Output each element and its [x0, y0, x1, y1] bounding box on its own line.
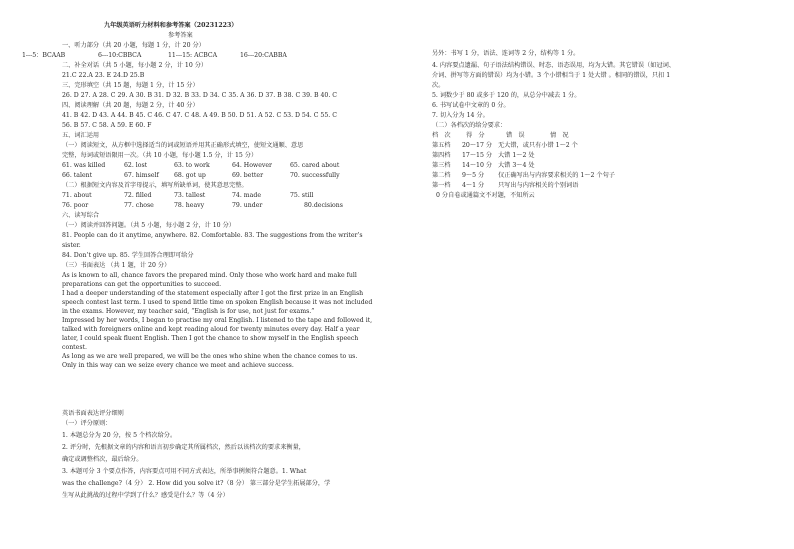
vocab-answer: 67. himself	[124, 172, 159, 179]
essay-line: preparations can get the opportunities to succeed.	[62, 281, 222, 288]
section-1-answers	[22, 52, 362, 60]
table-cell: 4～1 分	[462, 182, 485, 189]
rubric-line: 6. 书写试卷中文章的 0 分。	[432, 102, 510, 109]
table-cell: 无大错，或只有小错 1～2 个	[498, 142, 578, 149]
table-header: 错 误	[506, 132, 525, 139]
vocab-answer: 72. filled	[124, 192, 152, 199]
essay-line: contest.	[62, 344, 87, 351]
table-cell: 第三档	[432, 162, 451, 169]
section-5-instruction: （一）阅读短文，从方框中选择适当的词或短语并用其正确形式填空，使短文通顺、意思	[62, 142, 304, 149]
table-header: 得 分	[466, 132, 485, 139]
rubric-line: 2. 评分时，先根据文章的内容和语言初步确定其所属档次，然后以该档次的要求来衡量，	[62, 444, 305, 451]
answer-group: 6---10:CBBCA	[98, 52, 142, 59]
section-3-heading: 三、完形填空（共 15 题，每题 1 分，计 15 分）	[62, 82, 199, 89]
vocab-answer: 71. about	[62, 192, 92, 199]
essay-line: in the exams. However, my teacher said, “English is for use, not just for exams.”	[62, 308, 315, 315]
table-cell: 大错 1～2 处	[498, 152, 535, 159]
table-cell: 仅正确写出与内容要求相关的 1～2 个句子	[498, 172, 615, 179]
essay-line: As is known to all, chance favors the prepared mind. Only those who work hard and make full	[62, 272, 357, 279]
table-cell: 第二档	[432, 172, 451, 179]
section-1-heading: 一、听力部分（共 20 小题，每题 1 分，计 20 分）	[62, 42, 205, 49]
vocab-answer: 61. was killed	[62, 162, 106, 169]
vocab-answer: 76. poor	[62, 202, 89, 209]
section-2-answers: 21.C 22.A 23. E 24.D 25.B	[62, 72, 145, 79]
table-cell: 17～15 分	[462, 152, 493, 159]
essay-line: Impressed by her words, I began to practise my oral English. I listened to the tape and followed it,	[62, 317, 373, 324]
rubric-principle-heading: （一）评分原则：	[62, 420, 112, 427]
table-note: 0 分自卷或通篇文不对题，不知所云	[436, 192, 535, 199]
vocab-answer: 65. cared about	[290, 162, 340, 169]
essay-line: I had a deeper understanding of the statement especially after I got the first prize in an English	[62, 290, 364, 297]
section-6-answers: 81. People can do it anytime, anywhere. 82. Comfortable. 83. The suggestions from the writer’s	[62, 232, 363, 239]
rubric-line: 介词、拼写等方面的错误）均为小错。3 个小错相当于 1 处大错 。相同的错误，只扣 1	[432, 72, 671, 79]
rubric-title: 英语书面表达评分细则	[62, 410, 124, 417]
rubric-line: 生写从此挑战的过程中学到了什么？感受是什么？等（4 分）	[62, 492, 229, 499]
answer-group: 1---5：BCAAB	[22, 52, 66, 59]
vocab-answer: 69. better	[232, 172, 264, 179]
rubric-line: 5. 词数少于 80 或多于 120 的，从总分中减去 1 分。	[432, 92, 581, 99]
vocab-answer: 70. successfully	[290, 172, 340, 179]
vocab-answer: 73. tallest	[174, 192, 206, 199]
rubric-line: 7. 切入分为 14 分。	[432, 112, 489, 119]
essay-line: talked with foreigners online and kept reading aloud for twenty minutes every day. Half a year	[62, 326, 360, 333]
table-cell: 第五档	[432, 142, 451, 149]
grade-table	[432, 132, 732, 202]
table-cell: 第一档	[432, 182, 451, 189]
table-cell: 大错 3～4 处	[498, 162, 535, 169]
vocab-answer: 64. However	[232, 162, 273, 169]
section-5-part2: （二）根据短文内容及首字母提示，填写所缺单词，使其意思完整。	[62, 182, 248, 189]
section-2-heading: 二、补全对话（共 5 小题，每小题 2 分，计 10 分）	[62, 62, 208, 69]
vocab-answer: 80.decisions	[304, 202, 343, 209]
vocab-row	[62, 202, 362, 210]
table-cell: 9～5 分	[462, 172, 485, 179]
section-4-heading: 四、阅读理解（共 20 题，每题 2 分，计 40 分）	[62, 102, 199, 109]
section-6-heading: 六、读写综合	[62, 212, 100, 219]
vocab-answer: 66. talent	[62, 172, 93, 179]
rubric-line: 1. 本题总分为 20 分，按 5 个档次给分。	[62, 432, 177, 439]
rubric-line: was the challenge?（4 分） 2. How did you solve it?（8 分） 第三部分是学生拓展部分，学	[62, 480, 331, 487]
table-cell: 20～17 分	[462, 142, 493, 149]
section-6-part1: （一）阅读并回答问题。（共 5 小题，每小题 2 分，计 10 分）	[62, 222, 235, 229]
vocab-answer: 75. still	[290, 192, 314, 199]
section-3-answers: 26. D 27. A 28. C 29. A 30. B 31. D 32. B 33. D 34. C 35. A 36. D 37. B 38. C 39. B 40. C	[62, 92, 338, 99]
rubric-line: 次。	[432, 82, 445, 89]
section-4-answers: 56. B 57. C 58. A 59. E 60. F	[62, 122, 152, 129]
vocab-answer: 74. made	[232, 192, 261, 199]
vocab-answer: 77. chose	[124, 202, 154, 209]
section-6-answers: 84. Don’t give up. 85. 学生回答合理即可给分	[62, 252, 194, 259]
rubric-line: 3. 本题可分 3 个要点作答，内容要点可用不同方式表达，所举事例须符合题意。1. What	[62, 468, 307, 475]
vocab-answer: 62. lost	[124, 162, 148, 169]
rubric-line: 4. 内容要点遗漏、句子语法结构错误、时态、语态误用，均为大错。其它错误（如冠词、	[432, 62, 675, 69]
section-6-part3: （三）书面表达 （共 1 题，计 20 分）	[62, 262, 171, 269]
vocab-row	[62, 162, 362, 170]
section-4-answers: 41. B 42. D 43. A 44. B 45. C 46. C 47. C 48. A 49. B 50. D 51. A 52. C 53. D 54. C 55. C	[62, 112, 337, 119]
section-6-answers: sister.	[62, 242, 81, 249]
essay-line: Only in this way can we seize every chance we meet and achieve success.	[62, 362, 294, 369]
table-cell: 只写出与内容相关的个别词语	[498, 182, 579, 189]
table-header: 档 次	[432, 132, 451, 139]
grade-requirements-heading: （二）各档次的给分要求：	[432, 122, 507, 129]
doc-title: 九年级英语听力材料和参考答案（20231223）	[104, 22, 238, 29]
section-5-instruction: 完整，每词或短语限用一次。（共 10 小题，每小题 1.5 分，计 15 分）	[62, 152, 258, 159]
rubric-line: 确定或调整档次，最后给分。	[62, 456, 143, 463]
vocab-row	[62, 172, 362, 180]
vocab-answer: 79. under	[232, 202, 263, 209]
essay-line: speech contest last term. I used to spend little time on spoken English because it was not included	[62, 299, 373, 306]
vocab-row	[62, 192, 362, 200]
vocab-answer: 78. heavy	[174, 202, 205, 209]
table-header: 情 况	[550, 132, 569, 139]
essay-line: As long as we are well prepared, we will be the ones who shine when the chance comes to us.	[62, 353, 358, 360]
essay-line: later, I could speak fluent English. Then I got the chance to show myself in the English speech	[62, 335, 359, 342]
answer-group: 11---15: ACBCA	[168, 52, 218, 59]
rubric-line: 另外：书写 1 分，语法、连词等 2 分，结构等 1 分。	[432, 50, 580, 57]
table-cell: 14～10 分	[462, 162, 493, 169]
section-5-heading: 五、词汇运用	[62, 132, 100, 139]
doc-subtitle: 参考答案	[168, 32, 193, 39]
vocab-answer: 63. to work	[174, 162, 210, 169]
answer-group: 16---20:CABBA	[240, 52, 287, 59]
table-cell: 第四档	[432, 152, 451, 159]
vocab-answer: 68. got up	[174, 172, 206, 179]
